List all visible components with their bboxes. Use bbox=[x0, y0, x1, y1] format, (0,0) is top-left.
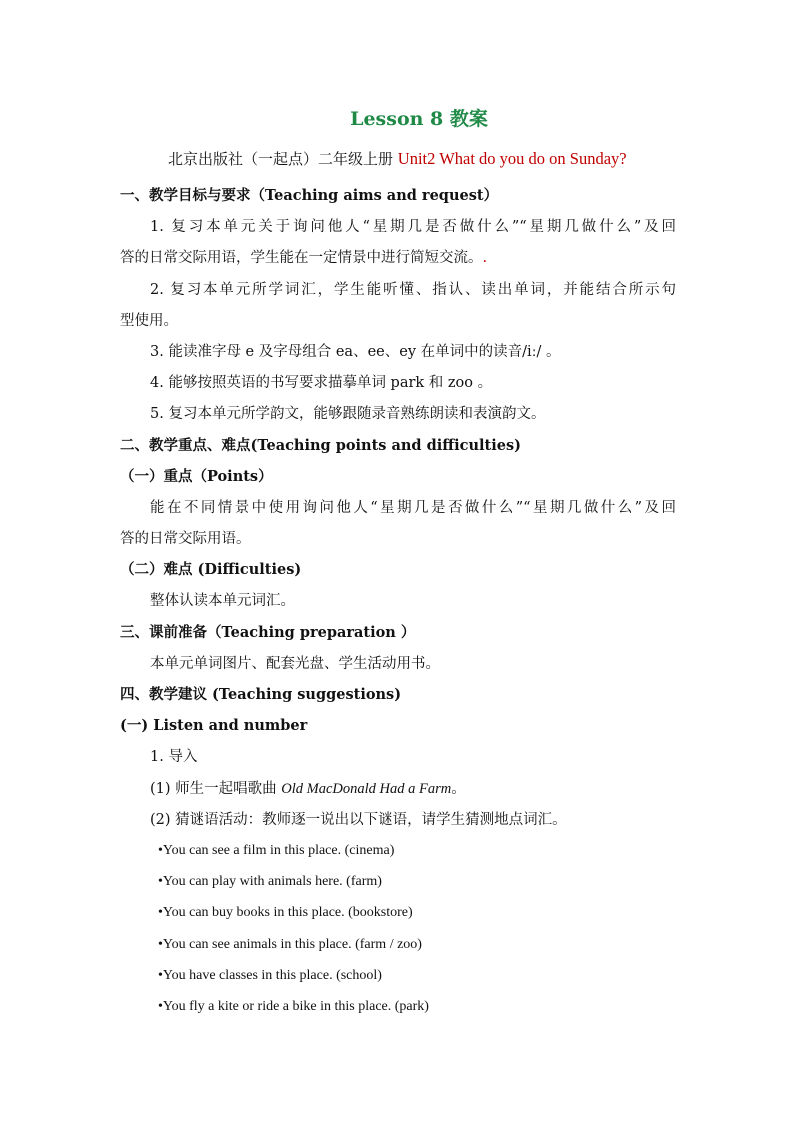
aim-5: 5. 复习本单元所学韵文，能够跟随录音熟练朗读和表演韵文。 bbox=[150, 406, 546, 423]
aim-1-line-2 bbox=[120, 246, 676, 277]
subheading-key-points: （一）重点（Points） bbox=[120, 467, 273, 485]
riddle-item: •You can play with animals here. (farm) bbox=[158, 874, 382, 890]
subheading-listen-and-number: (一) Listen and number bbox=[120, 717, 308, 735]
subheading-difficulties: （二）难点 (Difficulties) bbox=[120, 561, 302, 579]
riddle-item: •You fly a kite or ride a bike in this place. (park) bbox=[158, 998, 429, 1014]
aim-2-line-2: 型使用。 bbox=[120, 312, 178, 329]
aim-1-text: 答的日常交际用语，学生能在一定情景中进行简短交流。 bbox=[120, 250, 483, 267]
riddle-item: •You can see a film in this place. (cinema) bbox=[158, 842, 395, 858]
aim-4: 4. 能够按照英语的书写要求描摹单词 park 和 zoo 。 bbox=[150, 375, 493, 392]
riddle-item: •You can see animals in this place. (farm / zoo) bbox=[158, 936, 422, 952]
subtitle-unit: Unit2 What do you do on Sunday? bbox=[397, 149, 627, 168]
section-heading-suggestions: 四、教学建议 (Teaching suggestions) bbox=[120, 686, 402, 703]
song-title: Old MacDonald Had a Farm bbox=[281, 780, 452, 797]
aim-3: 3. 能读准字母 e 及字母组合 ea、ee、ey 在单词中的读音/iː/ 。 bbox=[150, 343, 561, 360]
difficulties-text: 整体认读本单元词汇。 bbox=[150, 593, 295, 610]
step-1-1-prefix: (1) 师生一起唱歌曲 bbox=[150, 780, 282, 797]
page-title: Lesson 8 教案 bbox=[350, 108, 488, 130]
document-body bbox=[120, 184, 676, 1026]
aim-2-line-1: 2. 复习本单元所学词汇，学生能听懂、指认、读出单词，并能结合所示句 bbox=[150, 281, 676, 298]
step-1: 1. 导入 bbox=[150, 749, 198, 766]
step-1-1-suffix: 。 bbox=[451, 780, 466, 797]
section-heading-preparation: 三、课前准备（Teaching preparation ） bbox=[120, 623, 416, 641]
riddle-item: •You can buy books in this place. (bookstore) bbox=[158, 905, 413, 921]
page-subtitle bbox=[168, 148, 688, 169]
section-heading-aims: 一、教学目标与要求（Teaching aims and request） bbox=[120, 187, 499, 204]
preparation-text: 本单元单词图片、配套光盘、学生活动用书。 bbox=[150, 655, 440, 672]
section-heading-points: 二、教学重点、难点(Teaching points and difficulties) bbox=[120, 436, 522, 454]
stray-dot: . bbox=[482, 250, 488, 267]
aim-1-line-1: 1. 复习本单元关于询问他人“星期几是否做什么”“星期几做什么”及回 bbox=[150, 219, 676, 236]
riddle-item: •You have classes in this place. (school) bbox=[158, 967, 382, 983]
step-1-2: (2) 猜谜语活动：教师逐一说出以下谜语，请学生猜测地点词汇。 bbox=[150, 811, 567, 828]
subtitle-publisher: 北京出版社（一起点）二年级上册 bbox=[168, 150, 398, 168]
points-line-1: 能在不同情景中使用询问他人“星期几是否做什么”“星期几做什么”及回 bbox=[150, 499, 676, 516]
points-line-2: 答的日常交际用语。 bbox=[120, 531, 251, 548]
step-1-1 bbox=[120, 777, 676, 808]
